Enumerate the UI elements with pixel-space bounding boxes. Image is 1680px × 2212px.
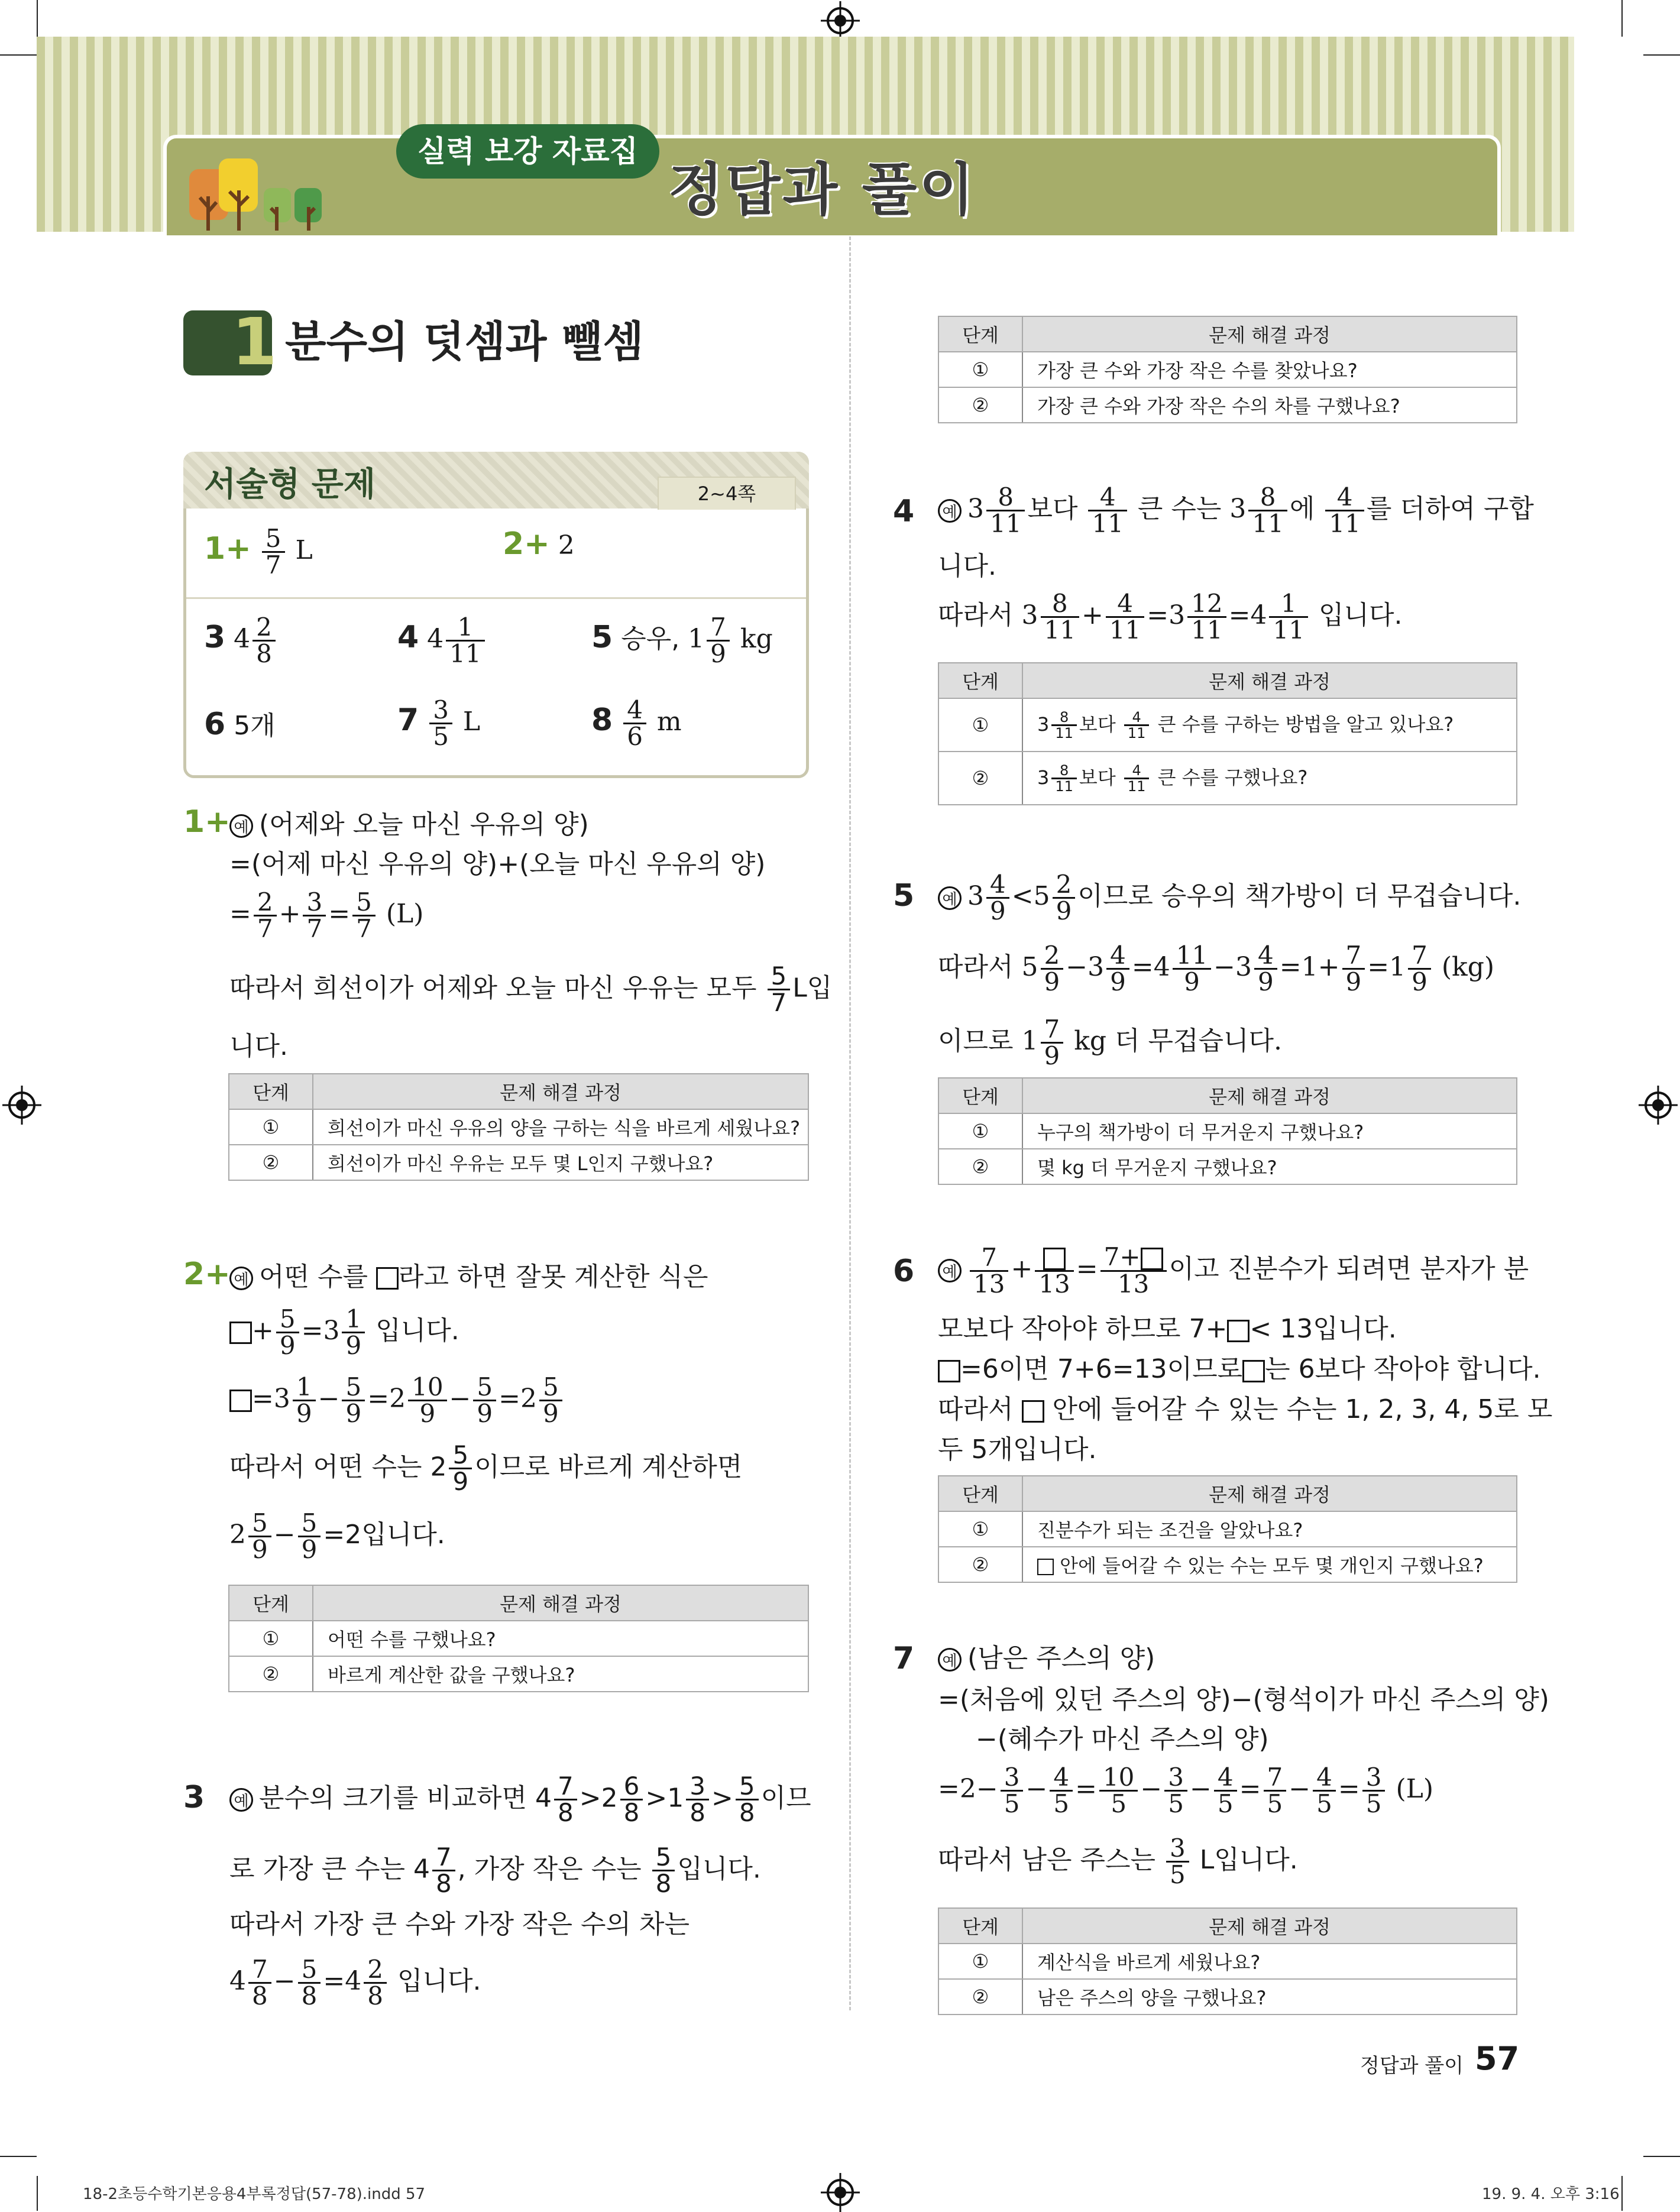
problem-line: 예 분수의 크기를 비교하면 4 $\frac{7}{8}$ >2 $\frac{6}{8}$ >1 $\frac{3}{8}$ > $\frac{5}{8}$ 이므 xyxy=(229,1774,811,1825)
crop-mark xyxy=(37,2176,38,2211)
rubric-table: 단계 문제 해결 과정 ① 진분수가 되는 조건을 알았나요? ② 안에 들어갈 수 있는 수는 모두 몇 개인지 구했나요? xyxy=(938,1475,1517,1583)
problem-line: 예 (남은 주스의 양) xyxy=(938,1641,1155,1676)
crop-mark xyxy=(37,0,38,37)
problem-equation: 따라서 5 $\frac{2}{9}$ −3 $\frac{4}{9}$ =4 $\frac{11}{9}$ −3 $\frac{4}{9}$ =1+ $\frac{7}{9}$ =1 $\frac{7}{9}$ (kg) xyxy=(938,941,1495,996)
problem-line: 예 3 $\frac{4}{9}$ <5 $\frac{2}{9}$ 이므로 승우의 책가방이 더 무겁습니다. xyxy=(938,872,1521,924)
crop-mark xyxy=(0,54,37,56)
registration-mark-icon xyxy=(1645,1092,1672,1119)
problem-line: 예 (어제와 오늘 마신 우유의 양) xyxy=(229,807,589,843)
crop-mark xyxy=(1643,2156,1680,2157)
problem-label: 4 xyxy=(893,494,915,529)
problem-line: 예 3 $\frac{8}{11}$ 보다 $\frac{4}{11}$ 큰 수는 3 $\frac{8}{11}$ 에 $\frac{4}{11}$ 를 더하여 구합 xyxy=(938,485,1534,536)
problem-line: −(혜수가 마신 주스의 양) xyxy=(976,1724,1269,1754)
problem-line: 이므로 1 $\frac{7}{9}$ kg 더 무겁습니다. xyxy=(938,1015,1283,1070)
column-divider xyxy=(849,237,851,2010)
page-number: 57 xyxy=(1475,2040,1520,2077)
answer-item: 4 4 $\frac{1}{11}$ xyxy=(397,615,487,666)
header-pill: 실력 보강 자료집 xyxy=(396,124,659,179)
problem-line: =(처음에 있던 주스의 양)−(형석이가 마신 주스의 양) xyxy=(938,1685,1549,1715)
answer-item: 7 $\frac{3}{5}$ L xyxy=(397,695,481,751)
problem-line: 모보다 작아야 하므로 7+ < 13입니다. xyxy=(938,1314,1397,1344)
registration-mark-icon xyxy=(8,1092,35,1119)
problem-label: 1+ xyxy=(183,804,231,840)
answer-item: 1+ $\frac{5}{7}$ L xyxy=(204,524,313,579)
answer-item: 5 승우, 1 $\frac{7}{9}$ kg xyxy=(591,613,773,668)
footer-file: 18-2초등수학기본응용4부록정답(57-78).indd 57 xyxy=(83,2185,426,2203)
rubric-table: 단계 문제 해결 과정 ① 희선이가 마신 우유의 양을 구하는 식을 바르게 세웠나요? ② 희선이가 마신 우유는 모두 몇 L인지 구했나요? xyxy=(228,1073,809,1181)
crop-mark xyxy=(0,2156,37,2157)
problem-equation: + $\frac{5}{9}$ =3 $\frac{1}{9}$ 입니다. xyxy=(229,1307,459,1358)
answer-item: 6 5개 xyxy=(204,707,276,742)
problem-equation: =3 $\frac{1}{9}$ − $\frac{5}{9}$ =2 $\frac{10}{9}$ − $\frac{5}{9}$ =2 $\frac{5}{9}$ xyxy=(229,1375,565,1426)
problem-equation: 2 $\frac{5}{9}$ − $\frac{5}{9}$ =2입니다. xyxy=(229,1508,445,1564)
rubric-table: 단계 문제 해결 과정 ① 누구의 책가방이 더 무거운지 구했나요? ② 몇 kg 더 무거운지 구했나요? xyxy=(938,1077,1517,1185)
problem-equation: 따라서 3 $\frac{8}{11}$ + $\frac{4}{11}$ =3 $\frac{12}{11}$ =4 $\frac{1}{11}$ 입니다. xyxy=(938,589,1403,645)
problem-equation: =2− $\frac{3}{5}$ − $\frac{4}{5}$ = $\frac{10}{5}$ − $\frac{3}{5}$ − $\frac{4}{5}$ = $\frac{7}{5}$ − $\frac{4}{5}$ = $\frac{3}{5}$ (L) xyxy=(938,1763,1434,1818)
problem-equation: = $\frac{2}{7}$ + $\frac{3}{7}$ = $\frac{5}{7}$ (L) xyxy=(229,888,424,943)
problem-line: 따라서 남은 주스는 $\frac{3}{5}$ L입니다. xyxy=(938,1834,1298,1889)
problem-line: 니다. xyxy=(938,551,996,581)
problem-equation: 4 $\frac{7}{8}$ − $\frac{5}{8}$ =4 $\frac{2}{8}$ 입니다. xyxy=(229,1955,481,2010)
problem-line: 따라서 가장 큰 수와 가장 작은 수의 차는 xyxy=(229,1909,690,1939)
crop-mark xyxy=(1643,54,1680,56)
footer-timestamp: 19. 9. 4. 오후 3:16 xyxy=(1482,2185,1620,2203)
rubric-table: 단계 문제 해결 과정 ① 가장 큰 수와 가장 작은 수를 찾았나요? ② 가장 큰 수와 가장 작은 수의 차를 구했나요? xyxy=(938,316,1517,423)
problem-line: 로 가장 큰 수는 4 $\frac{7}{8}$ , 가장 작은 수는 $\frac{5}{8}$ 입니다. xyxy=(229,1842,761,1898)
problem-line: 예 어떤 수를 라고 하면 잘못 계산한 식은 xyxy=(229,1259,708,1295)
problem-label: 5 xyxy=(893,878,915,914)
answer-item: 3 4 $\frac{2}{8}$ xyxy=(204,615,278,666)
registration-mark-icon xyxy=(827,7,854,34)
problem-label: 3 xyxy=(183,1780,205,1815)
section-number: 1 xyxy=(232,304,277,380)
problem-label: 6 xyxy=(893,1254,915,1289)
problem-line: =(어제 마신 우유의 양)+(오늘 마신 우유의 양) xyxy=(229,849,766,879)
crop-mark xyxy=(1621,0,1623,37)
problem-line: 니다. xyxy=(229,1031,288,1061)
rubric-table: 단계 문제 해결 과정 ① 3 $\frac{8}{11}$ 보다 $\frac{4}{11}$ 큰 수를 구하는 방법을 알고 있나요? ② 3 $\frac{8}{11}$ 보다 $\frac{4}{11}$ 큰 수를 구했나요? xyxy=(938,662,1517,805)
crop-mark xyxy=(1621,2176,1623,2211)
problem-line: =6이면 7+6=13이므로 는 6보다 작아야 합니다. xyxy=(938,1352,1541,1387)
answer-item: 8 $\frac{4}{6}$ m xyxy=(591,695,682,751)
page-title: 정답과 풀이 xyxy=(668,157,977,223)
problem-line: 따라서 어떤 수는 2 $\frac{5}{9}$ 이므로 바르게 계산하면 xyxy=(229,1440,743,1496)
problem-label: 7 xyxy=(893,1641,915,1676)
answer-item: 2+ 2 xyxy=(503,526,575,562)
rubric-table: 단계 문제 해결 과정 ① 계산식을 바르게 세웠나요? ② 남은 주스의 양을 구했나요? xyxy=(938,1907,1517,2015)
problem-label: 2+ xyxy=(183,1256,231,1292)
section-title: 분수의 덧셈과 뺄셈 xyxy=(285,317,644,367)
footer-section-label: 정답과 풀이 xyxy=(1360,2054,1464,2078)
answer-box-title: 서술형 문제 xyxy=(204,465,376,504)
problem-line: 따라서 안에 들어갈 수 있는 수는 1, 2, 3, 4, 5로 모 xyxy=(938,1394,1553,1424)
problem-line: 예 $\frac{7}{13}$ + 13 = $\frac{7+}{13}$ 이고 진분수가 되려면 분자가 분 xyxy=(938,1245,1529,1297)
divider xyxy=(186,597,806,599)
registration-mark-icon xyxy=(827,2179,854,2206)
answer-box-pages: 2~4쪽 xyxy=(658,477,796,510)
rubric-table: 단계 문제 해결 과정 ① 어떤 수를 구했나요? ② 바르게 계산한 값을 구했나요? xyxy=(228,1585,809,1692)
problem-line: 두 5개입니다. xyxy=(938,1434,1097,1465)
problem-line: 따라서 희선이가 어제와 오늘 마신 우유는 모두 $\frac{5}{7}$ L입 xyxy=(229,961,833,1017)
tree-icon xyxy=(188,155,342,232)
